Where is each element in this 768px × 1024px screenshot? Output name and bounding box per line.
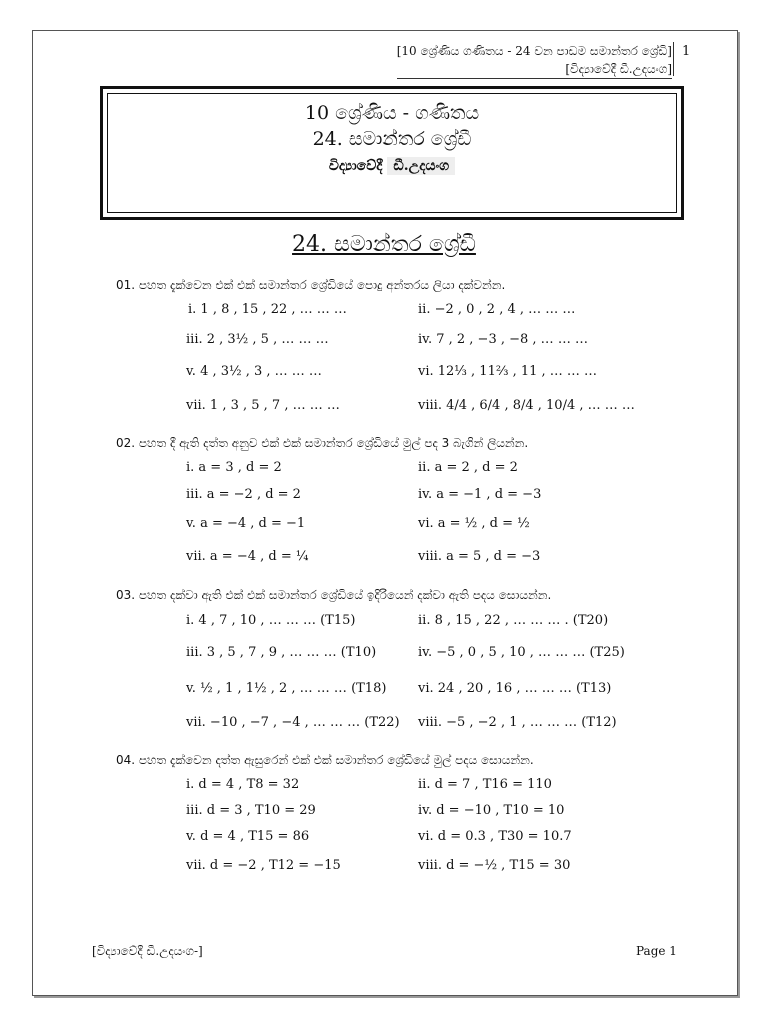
q2-item: vii. a = −4 , d = ¼ bbox=[186, 549, 309, 564]
q3-item: i. 4 , 7 , 10 , … … … (T15) bbox=[186, 613, 356, 628]
q2-item: iii. a = −2 , d = 2 bbox=[186, 487, 301, 502]
author-line bbox=[108, 158, 676, 174]
header-divider bbox=[673, 42, 674, 76]
q4-item: v. d = 4 , T15 = 86 bbox=[186, 829, 310, 844]
q3-item: ii. 8 , 15 , 22 , … … … . (T20) bbox=[418, 613, 609, 628]
q4-item: viii. d = −½ , T15 = 30 bbox=[418, 858, 571, 873]
q1-item: v. 4 , 3½ , 3 , … … … bbox=[186, 364, 322, 379]
q4-item: i. d = 4 , T8 = 32 bbox=[186, 777, 300, 792]
q1-item: viii. 4/4 , 6/4 , 8/4 , 10/4 , … … … bbox=[418, 398, 635, 413]
q1-item: vi. 12⅓ , 11⅔ , 11 , … … … bbox=[418, 364, 598, 379]
grade-title: 10 ශ්‍රේණිය - ගණිතය bbox=[304, 102, 480, 124]
lesson-title: 24. සමාන්තර ශ්‍රේඩී bbox=[312, 128, 472, 150]
question-4-label: 04. පහත දැක්වෙන දත්ත ඇසුරෙන් එක් එක් සමාන්තර ශ්‍රේඩියේ මුල් පදය සොයන්න. bbox=[116, 753, 534, 767]
question-2-label: 02. පහත දී ඇති දත්ත අනුව එක් එක් සමාන්තර ශ්‍රේඩියේ මුල් පද 3 බැගින් ලියන්න. bbox=[116, 436, 529, 450]
question-3-label: 03. පහත දක්වා ඇති එක් එක් සමාන්තර ශ්‍රේඩියේ ඉදිරියෙන් දක්වා ඇති පදය සොයන්න. bbox=[116, 588, 552, 602]
q3-item: iii. 3 , 5 , 7 , 9 , … … … (T10) bbox=[186, 645, 377, 660]
q3-item: vi. 24 , 20 , 16 , … … … (T13) bbox=[418, 681, 612, 696]
header-line1: [10 ශ්‍රේණිය ගණිතය - 24 වන පාඩම සමාන්තර ශ්‍රේඩි] bbox=[396, 44, 672, 58]
q2-item: iv. a = −1 , d = −3 bbox=[418, 487, 542, 502]
header-line2: [විද්‍යාවේදී ඩී.උදයංග] bbox=[397, 60, 672, 79]
q1-item: ii. −2 , 0 , 2 , 4 , … … … bbox=[418, 302, 576, 317]
q3-item: v. ½ , 1 , 1½ , 2 , … … … (T18) bbox=[186, 681, 387, 696]
q2-item: v. a = −4 , d = −1 bbox=[186, 516, 306, 531]
title-box-inner bbox=[107, 93, 677, 213]
q4-item: iii. d = 3 , T10 = 29 bbox=[186, 803, 316, 818]
q2-item: vi. a = ½ , d = ½ bbox=[418, 516, 530, 531]
footer-page: Page 1 bbox=[636, 944, 677, 958]
title-box bbox=[100, 86, 684, 220]
footer-author: [විද්‍යාවේදී ඩී.උදයංග-] bbox=[92, 944, 203, 958]
q4-item: vii. d = −2 , T12 = −15 bbox=[186, 858, 341, 873]
author-prefix: විද්‍යාවේදී bbox=[328, 158, 383, 174]
q1-item: i. 1 , 8 , 15 , 22 , … … … bbox=[188, 302, 347, 317]
q1-item: iv. 7 , 2 , −3 , −8 , … … … bbox=[418, 332, 588, 347]
q1-item: vii. 1 , 3 , 5 , 7 , … … … bbox=[186, 398, 340, 413]
q2-item: ii. a = 2 , d = 2 bbox=[418, 460, 518, 475]
q4-item: vi. d = 0.3 , T30 = 10.7 bbox=[418, 829, 572, 844]
q3-item: vii. −10 , −7 , −4 , … … … (T22) bbox=[186, 715, 400, 730]
author-name: ඩී.උදයංග bbox=[387, 157, 455, 175]
q4-item: iv. d = −10 , T10 = 10 bbox=[418, 803, 565, 818]
q3-item: viii. −5 , −2 , 1 , … … … (T12) bbox=[418, 715, 617, 730]
q1-item: iii. 2 , 3½ , 5 , … … … bbox=[186, 332, 329, 347]
q4-item: ii. d = 7 , T16 = 110 bbox=[418, 777, 552, 792]
header-page-number: 1 bbox=[682, 44, 691, 59]
question-1-label: 01. පහත දැක්වෙන එක් එක් සමාන්තර ශ්‍රේඩියේ පොදු අන්තරය ලියා දක්වන්න. bbox=[116, 278, 506, 292]
running-header bbox=[397, 42, 672, 79]
q2-item: i. a = 3 , d = 2 bbox=[186, 460, 282, 475]
q2-item: viii. a = 5 , d = −3 bbox=[418, 549, 541, 564]
page-title: 24. සමාන්තර ශ්‍රේඩී bbox=[292, 232, 476, 257]
q3-item: iv. −5 , 0 , 5 , 10 , … … … (T25) bbox=[418, 645, 625, 660]
